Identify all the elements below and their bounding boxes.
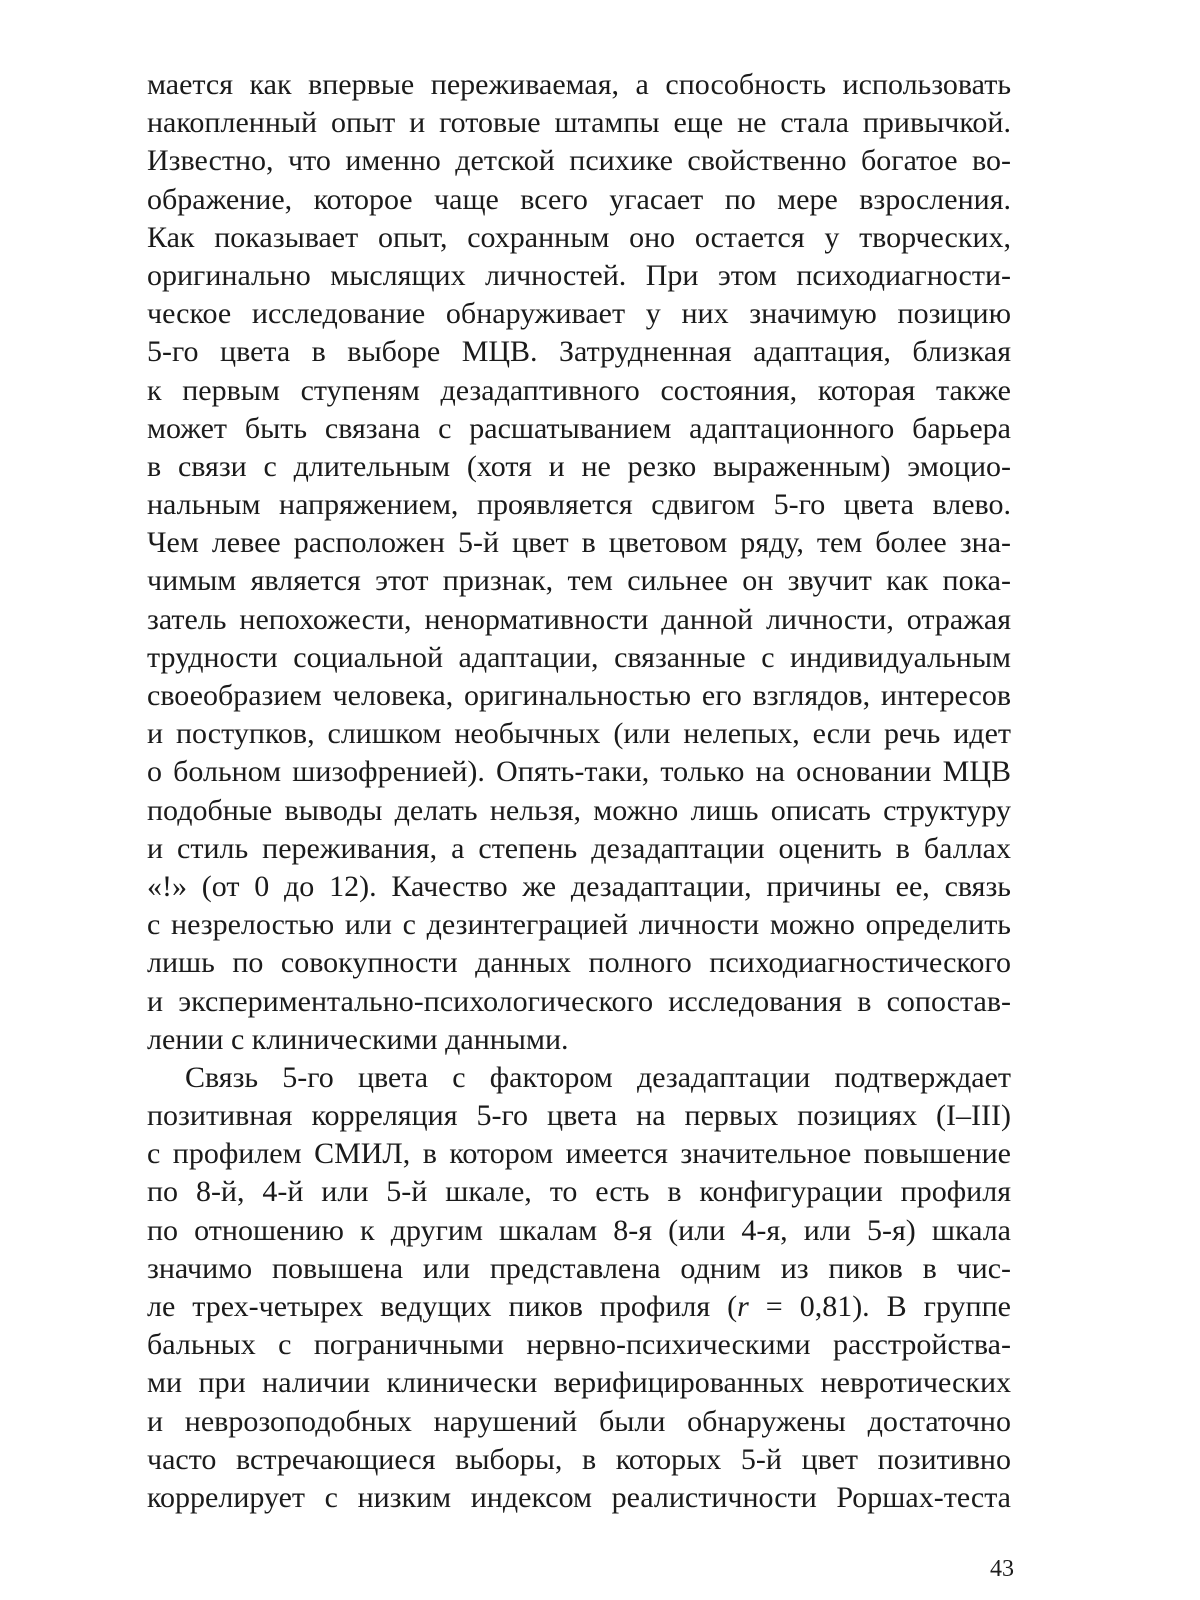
text-line: Как показывает опыт, сохранным оно остается у творческих, <box>147 220 1011 254</box>
paragraph-2 <box>147 1059 1011 1517</box>
text-line: трудности социальной адаптации, связанные с индивидуальным <box>147 640 1011 674</box>
body-text <box>147 66 1011 1517</box>
text-line: по отношению к другим шкалам 8-я (или 4-я, или 5-я) шкала <box>147 1213 1011 1247</box>
text-line: Известно, что именно детской психике свойственно богатое во- <box>147 144 1011 178</box>
text-line: ческое исследование обнаруживает у них значимую позицию <box>147 297 1011 331</box>
text-line: по 8-й, 4-й или 5-й шкале, то есть в конфигурации профиля <box>147 1175 1011 1209</box>
text-line: затель непохожести, ненормативности данной личности, отражая <box>147 602 1011 636</box>
paragraph-1 <box>147 66 1011 1059</box>
text-line: может быть связана с расшатыванием адаптационного барьера <box>147 411 1011 445</box>
text-line: нальным напряжением, проявляется сдвигом 5-го цвета влево. <box>147 488 1011 522</box>
text-line: часто встречающиеся выборы, в которых 5-й цвет позитивно <box>147 1442 1011 1476</box>
text-line: своеобразием человека, оригинальностью его взглядов, интересов <box>147 679 1011 712</box>
text-line-with-formula <box>147 1288 1011 1326</box>
text-line: ображение, которое чаще всего угасает по мере взросления. <box>147 182 1011 216</box>
text-line: в связи с длительным (хотя и не резко выраженным) эмоцио- <box>147 449 1011 483</box>
text-line: с незрелостью или с дезинтеграцией личности можно определить <box>147 908 1011 942</box>
line-text: ле трех-четырех ведущих пиков профиля ( <box>147 1290 738 1323</box>
correlation-value: = 0,81). В группе <box>748 1290 1011 1323</box>
text-line: с профилем СМИЛ, в котором имеется значительное повышение <box>147 1137 1011 1171</box>
text-line: Чем левее расположен 5-й цвет в цветовом ряду, тем более зна- <box>147 526 1011 560</box>
text-line: значимо повышена или представлена одним из пиков в чис- <box>147 1251 1011 1285</box>
text-line: лишь по совокупности данных полного психодиагностического <box>147 946 1011 980</box>
text-line: оригинально мыслящих личностей. При этом психодиагности- <box>147 258 1011 292</box>
text-line: «!» (от 0 до 12). Качество же дезадаптации, причины ее, связь <box>147 869 1011 903</box>
text-line: Связь 5-го цвета с фактором дезадаптации подтверждает <box>185 1060 1011 1094</box>
text-line: и поступков, слишком необычных (или нелепых, если речь идет <box>147 717 1011 751</box>
text-line: и неврозоподобных нарушений были обнаружены достаточно <box>147 1404 1011 1438</box>
text-line: и стиль переживания, а степень дезадаптации оценить в баллах <box>147 831 1011 865</box>
text-line: о больном шизофренией). Опять-таки, только на основании МЦВ <box>147 755 1011 789</box>
text-line: накопленный опыт и готовые штампы еще не стала привычкой. <box>147 106 1011 140</box>
text-line: коррелирует с низким индексом реалистичности Роршах-теста <box>147 1480 1011 1514</box>
text-line: подобные выводы делать нельзя, можно лишь описать структуру <box>147 793 1011 827</box>
text-line: лении с клиническими данными. <box>147 1022 569 1056</box>
text-line: к первым ступеням дезадаптивного состояния, которая также <box>147 373 1011 407</box>
text-line: мается как впервые переживаемая, а способность использовать <box>147 68 1011 101</box>
text-line: и экспериментально-психологического исследования в сопостав- <box>147 984 1011 1018</box>
text-line: ми при наличии клинически верифицированных невротических <box>147 1366 1011 1400</box>
correlation-symbol: r <box>737 1290 749 1323</box>
page-number: 43 <box>990 1556 1014 1582</box>
text-line: 5-го цвета в выборе МЦВ. Затрудненная адаптация, близкая <box>147 335 1011 369</box>
text-line: чимым является этот признак, тем сильнее он звучит как пока- <box>147 564 1011 598</box>
text-line: позитивная корреляция 5-го цвета на первых позициях (I–III) <box>147 1099 1011 1133</box>
text-line: бальных с пограничными нервно-психическими расстройства- <box>147 1328 1011 1362</box>
